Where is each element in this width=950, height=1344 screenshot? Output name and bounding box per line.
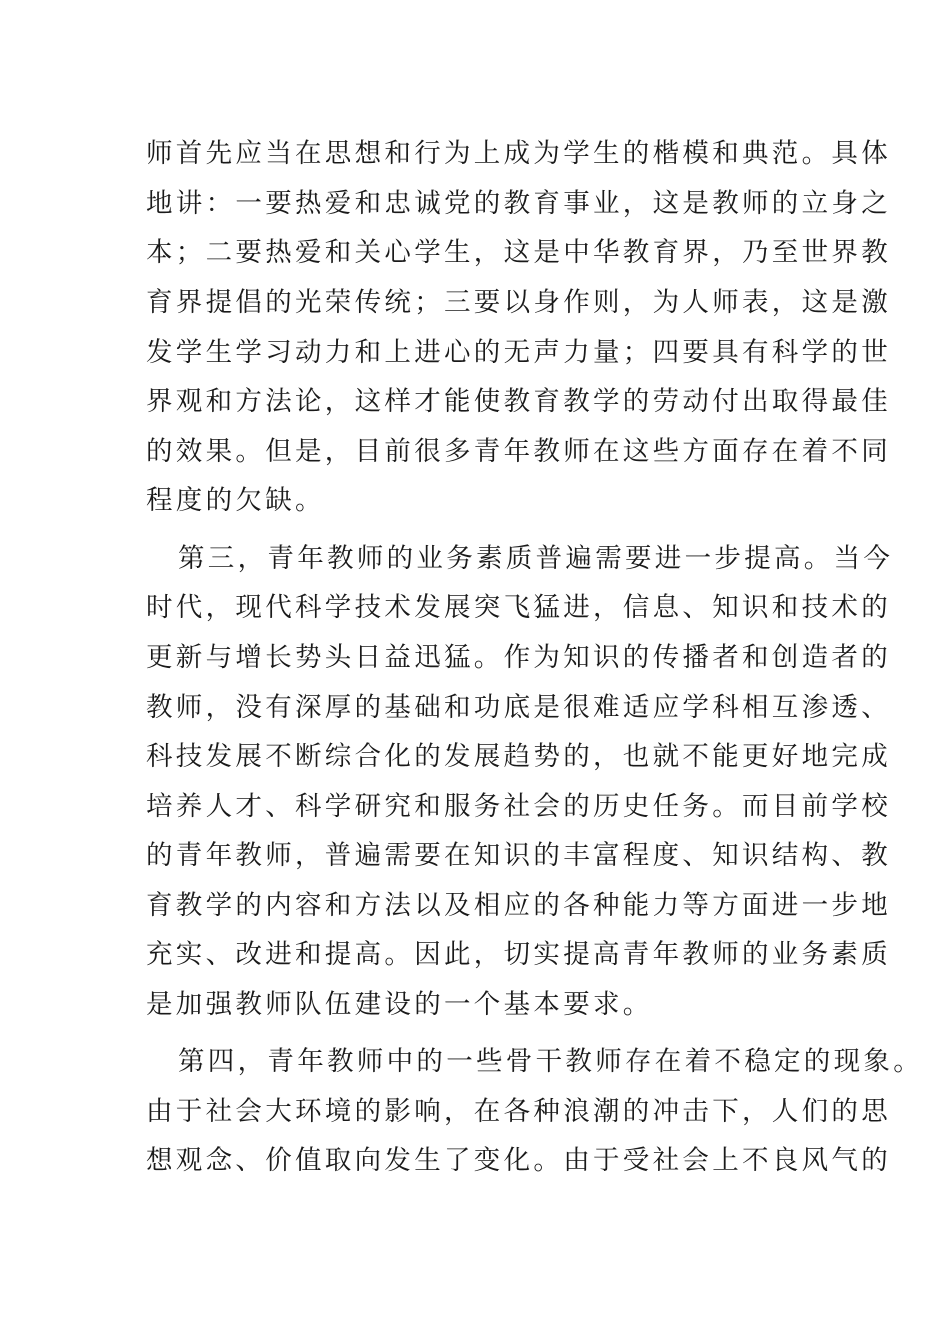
paragraph-line: 育教学的内容和方法以及相应的各种能力等方面进一步地 xyxy=(146,890,891,921)
paragraph-line: 的青年教师，普遍需要在知识的丰富程度、知识结构、教 xyxy=(146,840,891,871)
paragraph-line: 更新与增长势头日益迅猛。作为知识的传播者和创造者的 xyxy=(146,642,891,673)
paragraph-line: 第三，青年教师的业务素质普遍需要进一步提高。当今 xyxy=(178,543,894,574)
paragraph-line: 第四，青年教师中的一些骨干教师存在着不稳定的现象。 xyxy=(178,1046,923,1077)
paragraph-line: 地讲：一要热爱和忠诚党的教育事业，这是教师的立身之 xyxy=(146,188,891,219)
paragraph-line: 程度的欠缺。 xyxy=(146,485,325,516)
paragraph-line: 由于社会大环境的影响，在各种浪潮的冲击下，人们的思 xyxy=(146,1096,891,1127)
paragraph-line: 发学生学习动力和上进心的无声力量；四要具有科学的世 xyxy=(146,337,891,368)
paragraph-line: 界观和方法论，这样才能使教育教学的劳动付出取得最佳 xyxy=(146,386,891,417)
paragraph-line: 充实、改进和提高。因此，切实提高青年教师的业务素质 xyxy=(146,939,891,970)
paragraph-line: 本；二要热爱和关心学生，这是中华教育界，乃至世界教 xyxy=(146,237,891,268)
paragraph-line: 教师，没有深厚的基础和功底是很难适应学科相互渗透、 xyxy=(146,692,891,723)
paragraph-line: 育界提倡的光荣传统；三要以身作则，为人师表，这是激 xyxy=(146,287,891,318)
paragraph-line: 想观念、价值取向发生了变化。由于受社会上不良风气的 xyxy=(146,1145,891,1176)
paragraph-line: 师首先应当在思想和行为上成为学生的楷模和典范。具体 xyxy=(146,138,891,169)
paragraph-line: 时代，现代科学技术发展突飞猛进，信息、知识和技术的 xyxy=(146,592,891,623)
paragraph-line: 的效果。但是，目前很多青年教师在这些方面存在着不同 xyxy=(146,436,891,467)
paragraph-line: 科技发展不断综合化的发展趋势的，也就不能更好地完成 xyxy=(146,741,891,772)
paragraph-line: 是加强教师队伍建设的一个基本要求。 xyxy=(146,989,653,1020)
paragraph-line: 培养人才、科学研究和服务社会的历史任务。而目前学校 xyxy=(146,791,891,822)
